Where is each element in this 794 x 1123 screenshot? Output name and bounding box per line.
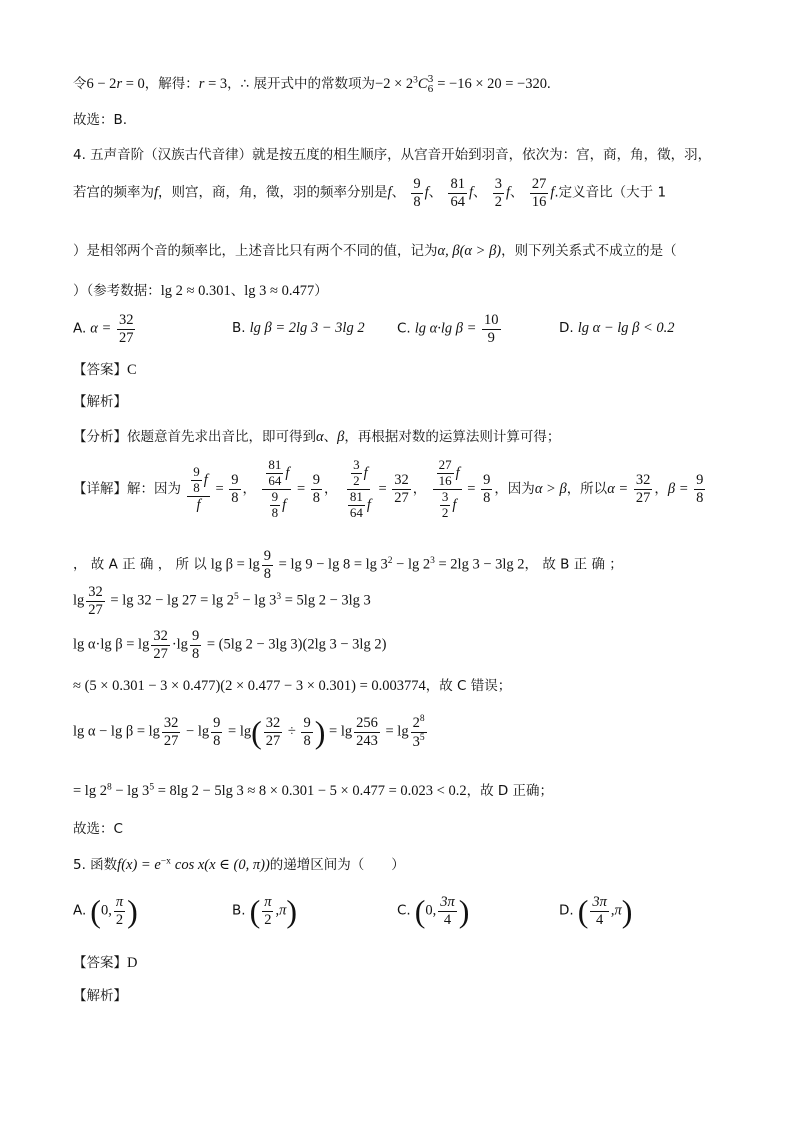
- q4-select-c: 故选：C: [73, 821, 123, 837]
- q4-detail-c-wrong: ≈ (5 × 0.301 − 3 × 0.477)(2 × 0.477 − 3 × 0.301) = 0.003774，故 C 错误；: [73, 678, 512, 694]
- q5-option-c: C. (0, $\frac{3\pi}{4}$ ): [397, 893, 470, 930]
- q5-stem: 5. 函数$f(x) = e^{-x}$ cos x(x ∈ (0, π))的递增区间为（ ）: [73, 856, 405, 873]
- fraction-27-16: $\frac{27}{16}$: [531, 176, 547, 210]
- q4-detail-d-correct: = $\lg 2^8 - \lg 3^5 = 8\lg$ 2 − 5lg 3 ≈ 8 × 0.301 − 5 × 0.477 = 0.023 < 0.2，故 D 正确；: [73, 782, 554, 799]
- q4-detail-ratios: 【详解】解：因为 $\frac{9}{8}$ f f = $\frac{9}{8}$ ， $\frac{81}{64}$ f $\frac{9}{8}$ f = $\frac{9}{8}$ ， $\frac{3}{2}$ f $\frac{81}{64}$ f = $\frac{32}{27}$ ， $\frac{27}{16}$ f $\frac{3}{2}$ f = $\frac{9}{8}$ ，因为α > β，所以α = $\frac{32}{27}$ ，β = $\frac{9}{8}$: [73, 457, 704, 520]
- q5-jiexi-label: 【解析】: [73, 988, 127, 1004]
- ratio-jiao-shang: $\frac{81}{64}$ f $\frac{9}{8}$ f: [262, 458, 291, 521]
- q4-option-c: C. lg α·lg β = $\frac{10}{9}$: [397, 312, 499, 346]
- q4-detail-product: lg α·lg β = lg $\frac{32}{27}$ ·lg $\frac{9}{8}$ = (5lg 2 − 3lg 3)(2lg 3 − 3lg 2): [73, 628, 387, 662]
- fraction-81-64: $\frac{81}{64}$: [450, 176, 465, 210]
- q5-option-d: D. ( $\frac{3\pi}{4}$ ,π): [559, 893, 633, 930]
- q5-option-a: A. (0, $\frac{\pi}{2}$ ): [73, 893, 138, 930]
- q4-detail-lg-32-27: lg $\frac{32}{27}$ = $\lg 32 - \lg 27 = \lg 2^5 - \lg 3^3 = 5\lg$ 2 − 3lg 3: [73, 584, 371, 618]
- fraction-3-2: $\frac{3}{2}$: [494, 176, 503, 210]
- q4-option-d: D. lg α − lg β < 0.2: [559, 320, 675, 336]
- q4-stem-line3: ）是相邻两个音的频率比，上述音比只有两个不同的值，记为α, β(α > β)，则下列关系式不成立的是（: [73, 243, 677, 259]
- q5-option-b: B. ( $\frac{\pi}{2}$ ,π): [232, 893, 298, 930]
- q4-stem-line1: 4. 五声音阶（汉族古代音律）就是按五度的相生顺序，从宫音开始到羽音，依次为：宫，商，角，徵，羽，: [73, 147, 712, 163]
- fraction-9-8: $\frac{9}{8}$: [413, 176, 421, 210]
- q4-analysis: 【分析】依题意首先求出音比，即可得到α、β，再根据对数的运算法则计算可得；: [73, 429, 561, 445]
- select-answer-b: 故选：B.: [73, 112, 128, 128]
- q4-option-b: B. lg β = 2lg 3 − 3lg 2: [232, 320, 365, 336]
- q4-option-a: A. α = $\frac{32}{27}$: [73, 312, 134, 346]
- q4-stem-line2: 若宫的频率为f，则宫，商，角，徵，羽的频率分别是f、 $\frac{9}{8}$ f、 $\frac{81}{64}$ f、 $\frac{3}{2}$ f、 $\frac{27}{16}$ f.定义音比（大于 1: [73, 176, 667, 210]
- q4-answer: 【答案】C: [73, 362, 137, 378]
- q4-detail-b: ， 故 A 正 确 ， 所 以 lg β = lg $\frac{9}{8}$ = $\lg 9 - \lg 8 = \lg 3^2 - \lg 2^3 = 2\lg$ 3 − 3lg 2， 故 B 正 确 ；: [73, 548, 623, 582]
- q4-detail-difference: lg α − lg β = lg $\frac{32}{27}$ − lg $\frac{9}{8}$ = lg( $\frac{32}{27}$ ÷ $\frac{9}{8}$ ) = lg $\frac{256}{243}$ = lg $\frac{2^8}{3^5}$: [73, 714, 425, 750]
- ratio-zhi-jiao: $\frac{3}{2}$ f $\frac{81}{64}$ f: [344, 458, 373, 521]
- q4-jiexi-label: 【解析】: [73, 394, 127, 410]
- solution-line-constant-term: 令6 − 2r = 0，解得：r = 3，∴ 展开式中的常数项为$-2 \times 2^3C$ 3 6 = −16 × 20 = −320.: [73, 74, 551, 95]
- q4-reference-data: ）（参考数据：lg 2 ≈ 0.301、lg 3 ≈ 0.477）: [73, 283, 328, 299]
- q5-answer: 【答案】D: [73, 955, 138, 971]
- ratio-shang-gong: $\frac{9}{8}$ f f: [187, 465, 210, 514]
- ratio-yu-zhi: $\frac{27}{16}$ f $\frac{3}{2}$ f: [433, 458, 462, 521]
